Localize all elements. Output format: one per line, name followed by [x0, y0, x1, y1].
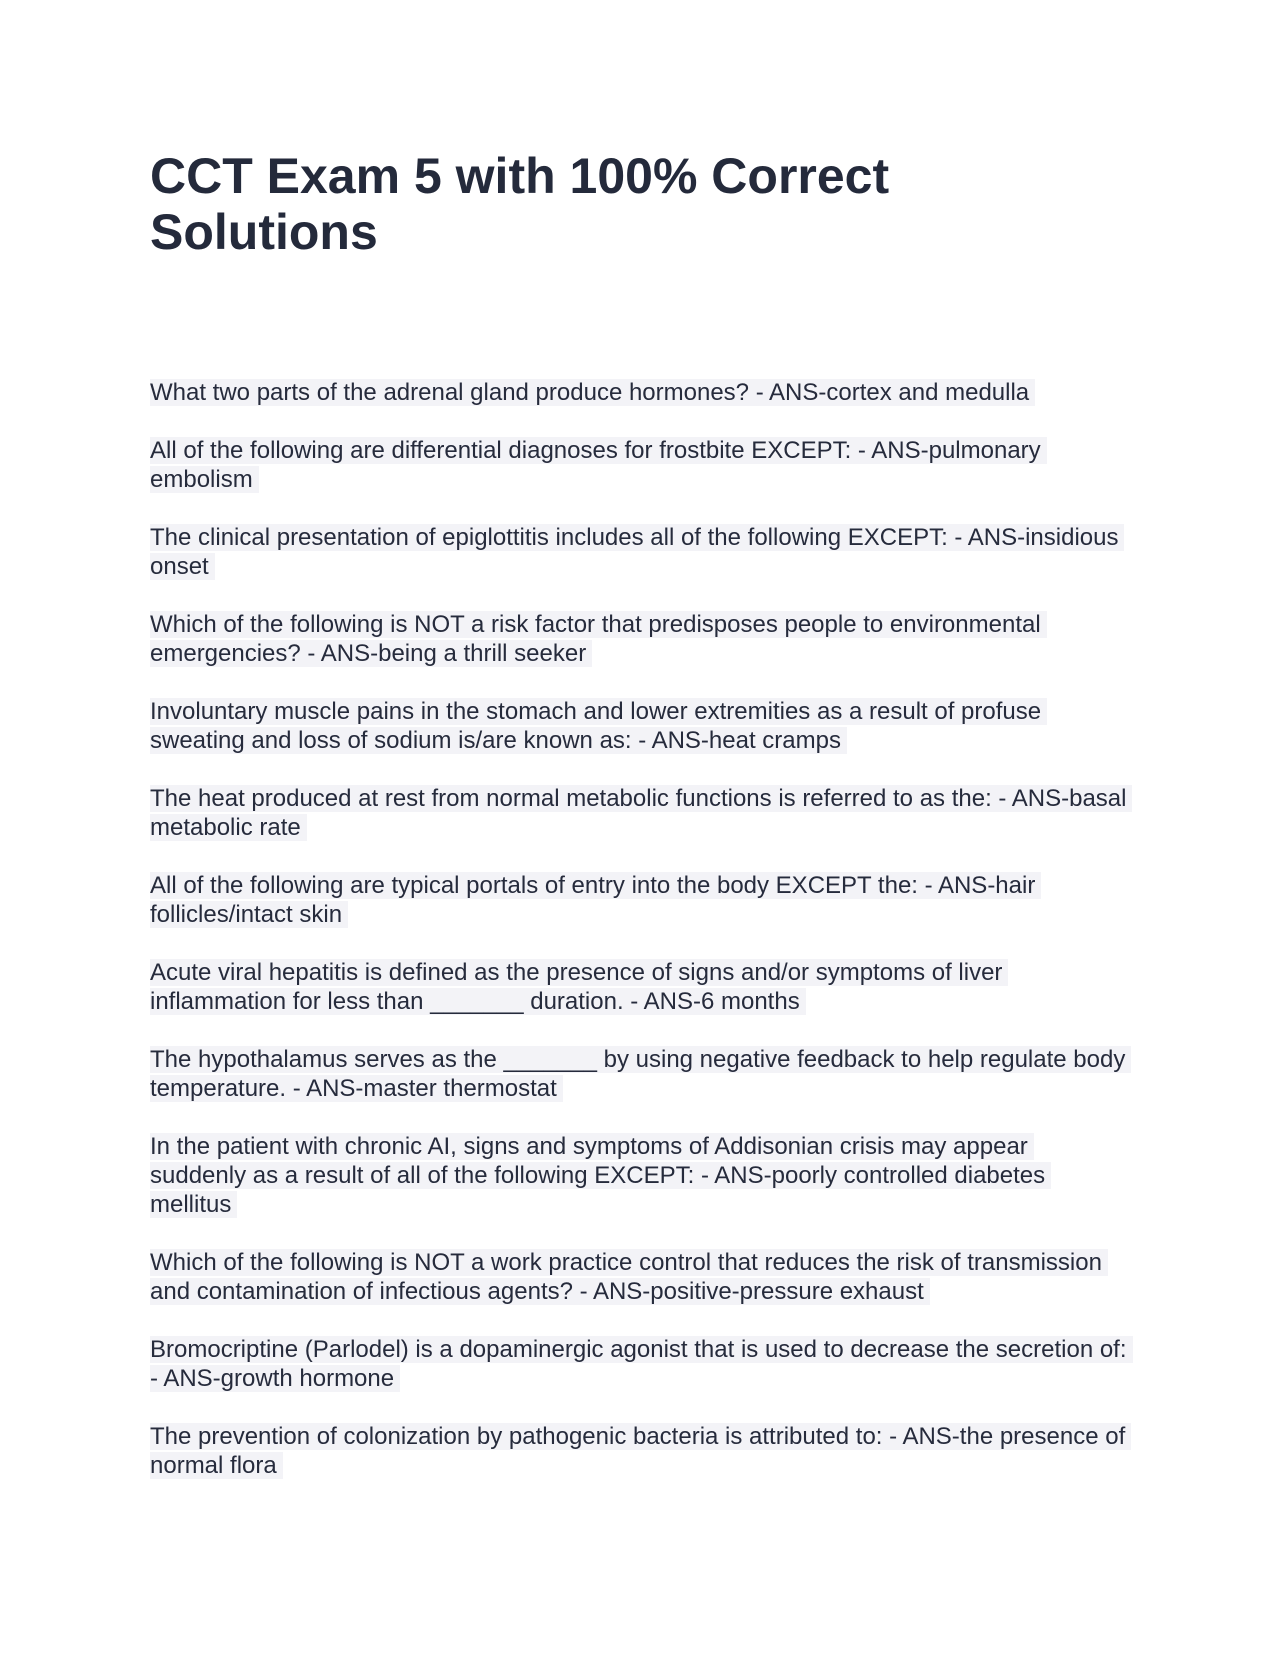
qa-item — [150, 697, 1130, 755]
qa-text: The clinical presentation of epiglottitis includes all of the following EXCEPT: - ANS-insidious onset — [150, 524, 1124, 580]
qa-item — [150, 1045, 1130, 1103]
qa-item — [150, 1248, 1130, 1306]
document-page — [150, 148, 1130, 1509]
qa-text: The hypothalamus serves as the _______ by using negative feedback to help regulate body temperature. - ANS-master thermostat — [150, 1046, 1131, 1102]
qa-item — [150, 610, 1130, 668]
qa-text: All of the following are typical portals of entry into the body EXCEPT the: - ANS-hair follicles/intact skin — [150, 872, 1041, 928]
qa-item — [150, 436, 1130, 494]
qa-text: Which of the following is NOT a risk factor that predisposes people to environmental emergencies? - ANS-being a thrill seeker — [150, 611, 1047, 667]
qa-text: What two parts of the adrenal gland produce hormones? - ANS-cortex and medulla — [150, 379, 1035, 406]
qa-item — [150, 1335, 1130, 1393]
qa-item — [150, 871, 1130, 929]
qa-list — [150, 378, 1130, 1480]
qa-item — [150, 378, 1130, 407]
qa-item — [150, 523, 1130, 581]
qa-item — [150, 1132, 1130, 1219]
qa-item — [150, 1422, 1130, 1480]
document-title: CCT Exam 5 with 100% Correct Solutions — [150, 148, 890, 260]
qa-text: In the patient with chronic AI, signs and symptoms of Addisonian crisis may appear suddenly as a result of all of the following EXCEPT: - ANS-poorly controlled diabetes mellitus — [150, 1133, 1051, 1218]
qa-item — [150, 784, 1130, 842]
qa-text: The heat produced at rest from normal metabolic functions is referred to as the: - ANS-basal metabolic rate — [150, 785, 1132, 841]
qa-item — [150, 958, 1130, 1016]
qa-text: The prevention of colonization by pathogenic bacteria is attributed to: - ANS-the presence of normal flora — [150, 1423, 1131, 1479]
qa-text: Which of the following is NOT a work practice control that reduces the risk of transmission and contamination of infectious agents? - ANS-positive-pressure exhaust — [150, 1249, 1108, 1305]
qa-text: All of the following are differential diagnoses for frostbite EXCEPT: - ANS-pulmonary embolism — [150, 437, 1047, 493]
qa-text: Involuntary muscle pains in the stomach and lower extremities as a result of profuse sweating and loss of sodium is/are known as: - ANS-heat cramps — [150, 698, 1047, 754]
qa-text: Bromocriptine (Parlodel) is a dopaminergic agonist that is used to decrease the secretion of: - ANS-growth hormone — [150, 1336, 1133, 1392]
qa-text: Acute viral hepatitis is defined as the presence of signs and/or symptoms of liver inflammation for less than _______ duration. - ANS-6 months — [150, 959, 1008, 1015]
